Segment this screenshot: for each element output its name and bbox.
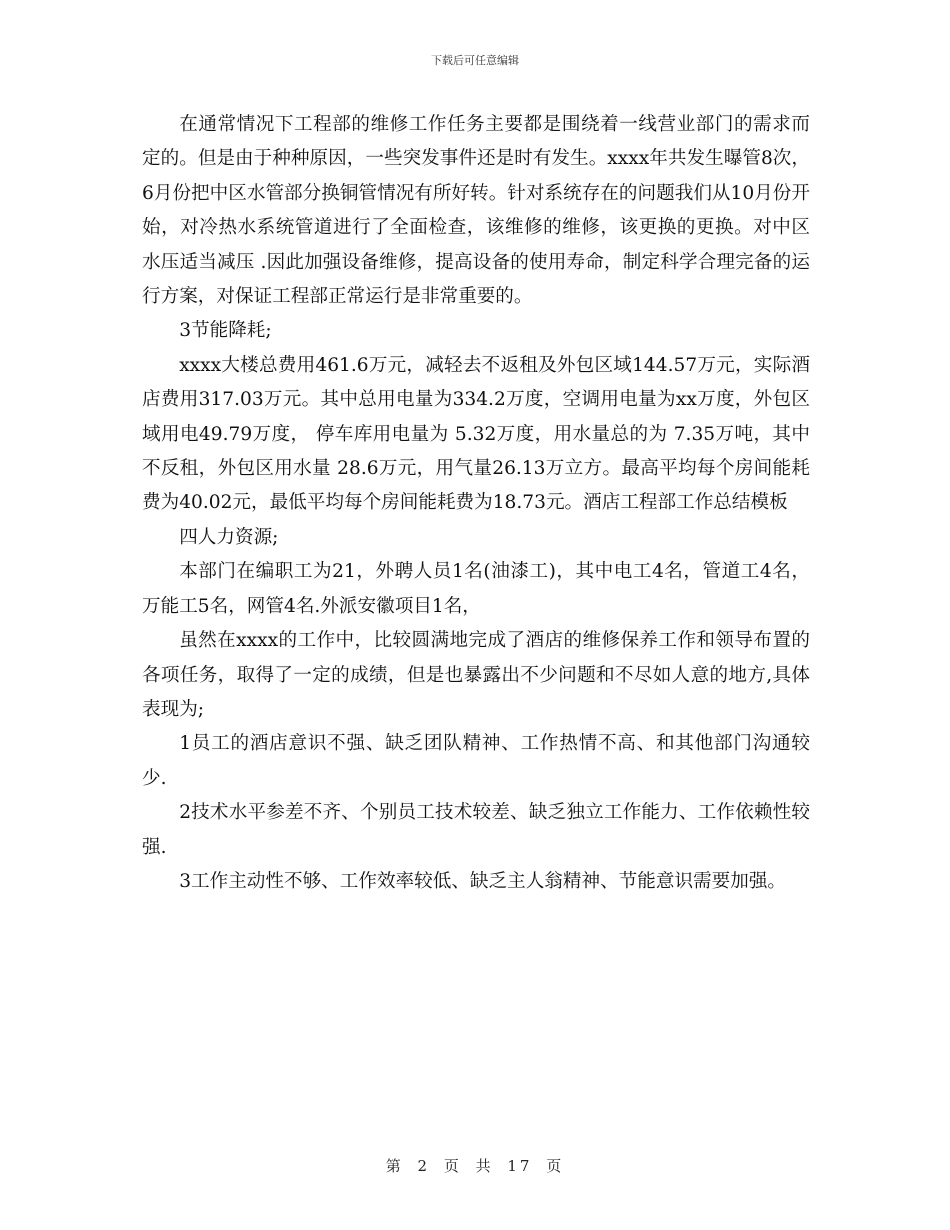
- paragraph-problem-1: 1员工的酒店意识不强、缺乏团队精神、工作热情不高、和其他部门沟通较少.: [142, 733, 810, 789]
- paragraph-hr-heading: 四人力资源;: [179, 526, 279, 548]
- paragraph-energy-heading: 3节能降耗;: [179, 320, 272, 342]
- paragraph-energy-costs: xxxx大楼总费用461.6万元，减轻去不返租及外包区域144.57万元，实际酒店费用317.03万元。其中总用电量为334.2万度，空调用电量为xx万度，外包区域用电49.79万度， 停车库用电量为 5.32万度，用水量总的为 7.35万吨，其中不反租，外包区用水量 28.6万元，用气量26.13万立方。最高平均每个房间能耗费为40.02元，最低平均每个房间能耗费为18.73元。酒店工程部工作总结模板: [142, 354, 810, 514]
- page-number: 第 2 页 共 17 页: [385, 1157, 565, 1175]
- document-body: [142, 108, 810, 899]
- paragraph-problem-2: 2技术水平参差不齐、个别员工技术较差、缺乏独立工作能力、工作依赖性较强.: [142, 802, 810, 858]
- paragraph-problems-intro: 虽然在xxxx的工作中，比较圆满地完成了酒店的维修保养工作和领导布置的各项任务，取得了一定的成绩，但是也暴露出不少问题和不尽如人意的地方,具体表现为;: [142, 630, 810, 720]
- paragraph-maintenance: 在通常情况下工程部的维修工作任务主要都是围绕着一线营业部门的需求而定的。但是由于种种原因，一些突发事件还是时有发生。xxxx年共发生曝管8次，6月份把中区水管部分换铜管情况有所好转。针对系统存在的问题我们从10月份开始，对冷热水系统管道进行了全面检查，该维修的维修，该更换的更换。对中区水压适当减压 .因此加强设备维修，提高设备的使用寿命，制定科学合理完备的运行方案，对保证工程部正常运行是非常重要的。: [142, 114, 810, 308]
- paragraph-staffing: 本部门在编职工为21，外聘人员1名(油漆工)，其中电工4名，管道工4名，万能工5名，网管4名.外派安徽项目1名，: [142, 561, 810, 617]
- paragraph-problem-3: 3工作主动性不够、工作效率较低、缺乏主人翁精神、节能意识需要加强。: [179, 870, 787, 892]
- page-header-note: 下载后可任意编辑: [431, 54, 519, 67]
